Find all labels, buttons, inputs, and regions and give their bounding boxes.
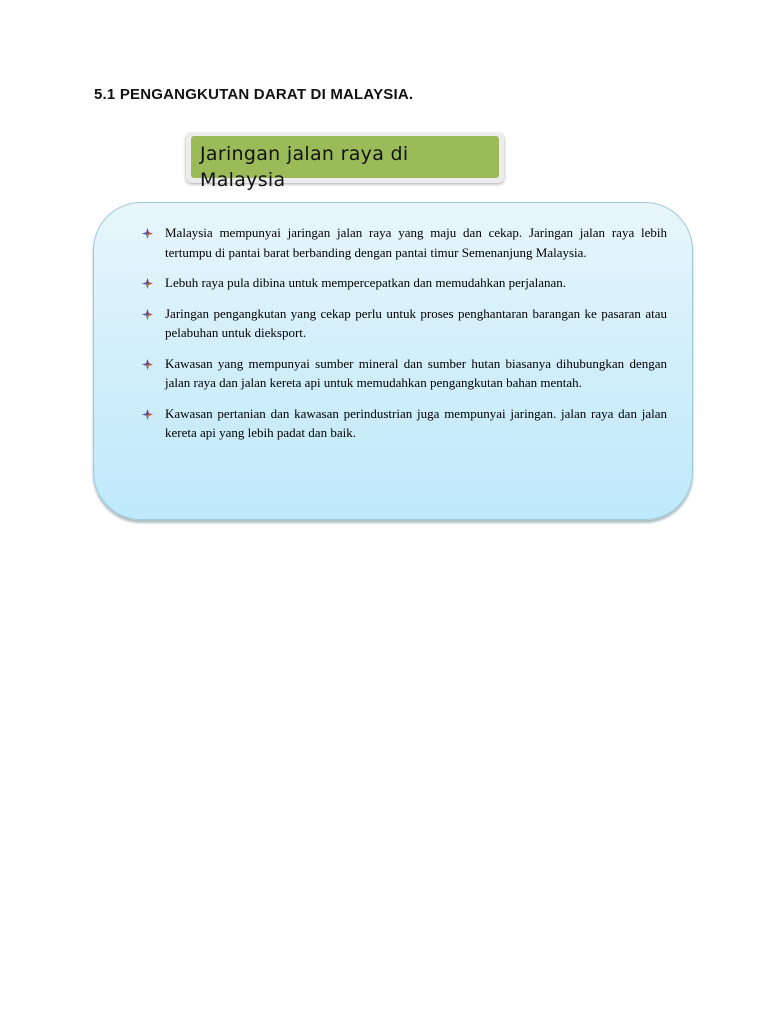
list-item-text: Jaringan pengangkutan yang cekap perlu untuk proses penghantaran barangan ke pasaran atau pelabuhan untuk dieksport. (165, 305, 667, 340)
title-frame (186, 133, 504, 191)
list-item (140, 404, 667, 443)
list-item (140, 304, 667, 343)
list-item-text: Kawasan yang mempunyai sumber mineral dan sumber hutan biasanya dihubungkan dengan jalan raya dan jalan kereta api untuk memudahkan pengangkutan bahan mentah. (165, 355, 667, 390)
list-item (140, 354, 667, 393)
section-heading: 5.1 PENGANGKUTAN DARAT DI MALAYSIA. (94, 86, 414, 103)
four-point-arrow-bullet-icon (142, 409, 153, 420)
four-point-arrow-bullet-icon (142, 309, 153, 320)
list-item-text: Malaysia mempunyai jaringan jalan raya yang maju dan cekap. Jaringan jalan raya lebih tertumpu di pantai barat berbanding dengan pantai timur Semenanjung Malaysia. (165, 225, 667, 260)
content-panel (93, 202, 693, 520)
list-item-text: Lebuh raya pula dibina untuk mempercepatkan dan memudahkan perjalanan. (165, 275, 567, 290)
list-item (140, 223, 667, 262)
bullet-list (140, 223, 667, 443)
list-item (140, 273, 667, 293)
list-item-text: Kawasan pertanian dan kawasan perindustrian juga mempunyai jaringan. jalan raya dan jalan kereta api yang lebih padat dan baik. (165, 405, 667, 440)
four-point-arrow-bullet-icon (142, 278, 153, 289)
title-box (191, 136, 499, 191)
title-text: Jaringan jalan raya di Malaysia (200, 143, 409, 191)
four-point-arrow-bullet-icon (142, 228, 153, 239)
four-point-arrow-bullet-icon (142, 359, 153, 370)
